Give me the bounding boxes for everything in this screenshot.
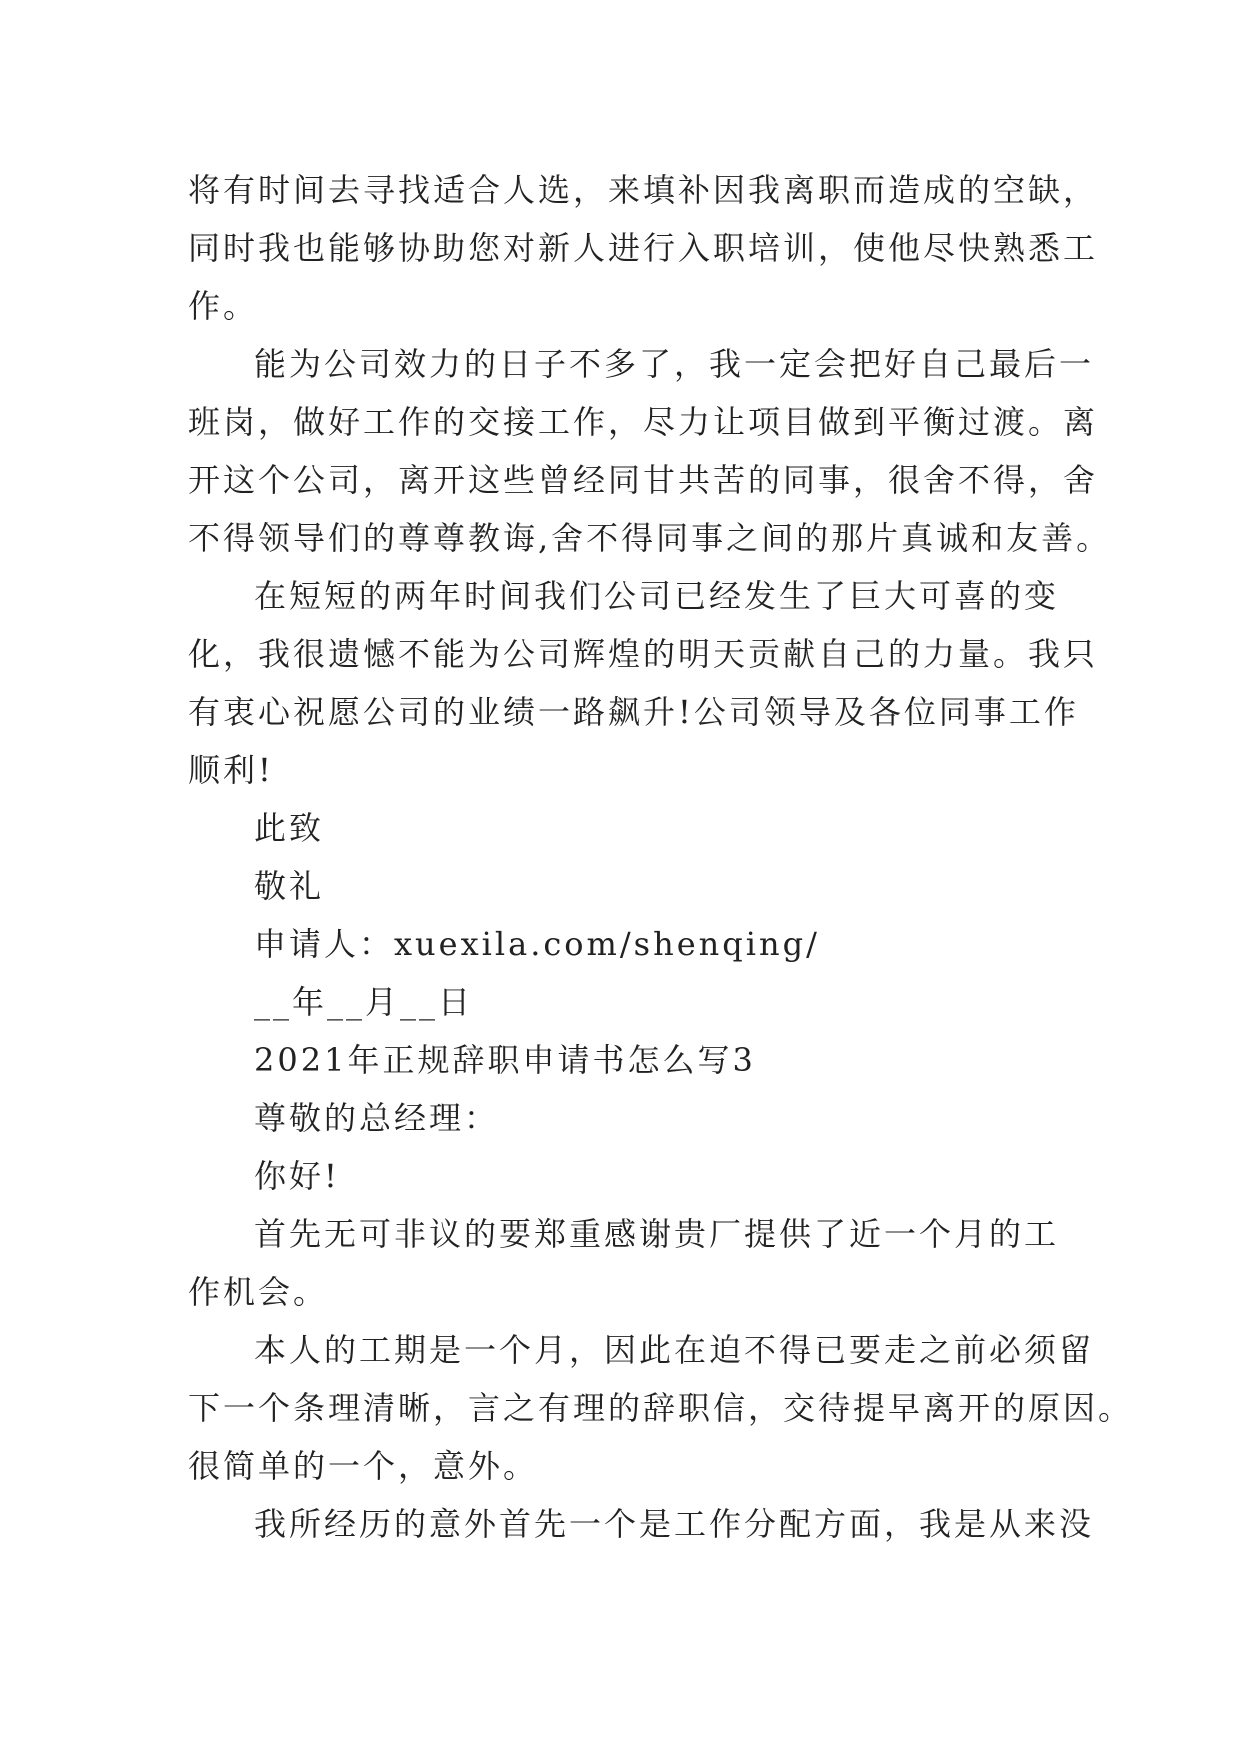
text-line: 2021年正规辞职申请书怎么写3 — [254, 1041, 756, 1079]
text-line: 开这个公司，离开这些曾经同甘共苦的同事，很舍不得，舍 — [188, 461, 1099, 499]
text-line: 作机会。 — [188, 1273, 329, 1311]
closing-jingli — [188, 857, 1068, 915]
text-line: 敬礼 — [254, 867, 325, 905]
para-wishes — [188, 567, 1099, 799]
section-heading — [188, 1031, 1068, 1089]
salutation — [188, 1089, 1068, 1147]
document-body — [188, 161, 1134, 1553]
text-line: 有衷心祝愿公司的业绩一路飙升!公司领导及各位同事工作 — [188, 693, 1079, 731]
text-line: 顺利! — [188, 751, 274, 789]
text-line: 能为公司效力的日子不多了，我一定会把好自己最后一 — [254, 345, 1095, 383]
closing-cizhi — [188, 799, 1068, 857]
applicant-line — [188, 915, 1068, 973]
para-thanks — [188, 1205, 1068, 1321]
text-line: 化，我很遗憾不能为公司辉煌的明天贡献自己的力量。我只 — [188, 635, 1099, 673]
text-line: 很简单的一个，意外。 — [188, 1447, 539, 1485]
para-accident — [188, 1495, 1095, 1553]
date-line — [188, 973, 1068, 1031]
para-reason — [188, 1321, 1134, 1495]
text-line: 本人的工期是一个月，因此在迫不得已要走之前必须留 — [254, 1331, 1095, 1369]
para-continuation — [188, 161, 1099, 335]
text-line: 同时我也能够协助您对新人进行入职培训，使他尽快熟悉工 — [188, 229, 1099, 267]
text-line: 首先无可非议的要郑重感谢贵厂提供了近一个月的工 — [254, 1215, 1060, 1253]
text-line: 我所经历的意外首先一个是工作分配方面，我是从来没 — [254, 1505, 1095, 1543]
text-line: 在短短的两年时间我们公司已经发生了巨大可喜的变 — [254, 577, 1060, 615]
text-line: 将有时间去寻找适合人选，来填补因我离职而造成的空缺， — [188, 171, 1099, 209]
text-line: 此致 — [254, 809, 325, 847]
text-line: 你好! — [254, 1157, 340, 1195]
text-line: 尊敬的总经理： — [254, 1099, 500, 1137]
text-line: 下一个条理清晰，言之有理的辞职信，交待提早离开的原因。 — [188, 1389, 1134, 1427]
text-line: 申请人：xuexila.com/shenqing/ — [254, 925, 820, 963]
text-line: __年__月__日 — [254, 983, 474, 1021]
greeting — [188, 1147, 1068, 1205]
text-line: 作。 — [188, 287, 259, 325]
para-farewell — [188, 335, 1112, 567]
text-line: 班岗，做好工作的交接工作，尽力让项目做到平衡过渡。离 — [188, 403, 1099, 441]
text-line: 不得领导们的尊尊教诲,舍不得同事之间的那片真诚和友善。 — [188, 519, 1112, 557]
